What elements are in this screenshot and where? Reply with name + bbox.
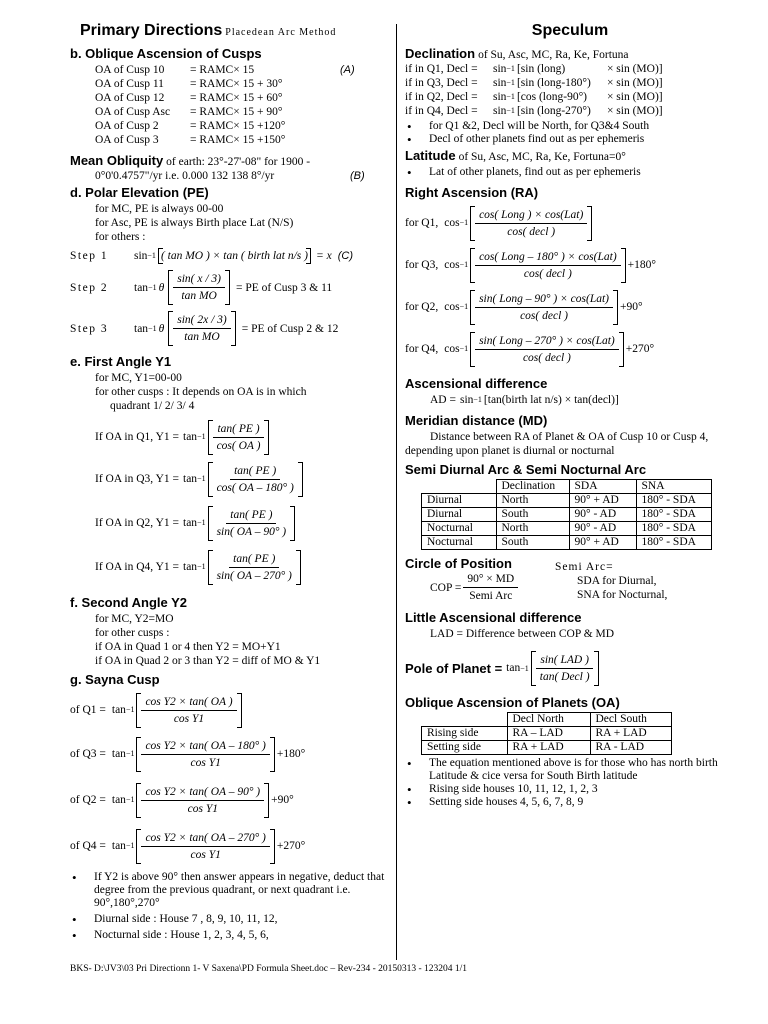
decl-heading-row bbox=[405, 46, 735, 62]
table-cell: SNA bbox=[636, 480, 711, 494]
frac-num: tan( PE ) bbox=[229, 551, 279, 568]
sc-bullets bbox=[70, 871, 392, 942]
frac-den: sin( OA – 270° ) bbox=[216, 569, 292, 582]
fn-tan: tan bbox=[111, 840, 126, 852]
decl-heading-rest: of Su, Asc, MC, Ra, Ke, Fortuna bbox=[478, 49, 629, 61]
bullet: • for Q1 &2, Decl will be North, for Q3&4 South bbox=[429, 120, 735, 133]
step1-body: ( tan MO ) × tan ( birth lat n/s ) bbox=[160, 250, 308, 262]
page-title: Primary Directions bbox=[80, 22, 223, 39]
fa-lhs: If OA in Q2, Y1 = bbox=[95, 517, 179, 529]
sda-heading: Semi Diurnal Arc & Semi Nocturnal Arc bbox=[405, 462, 647, 477]
frac-den: tan MO bbox=[181, 290, 217, 302]
table-cell: 180° - SDA bbox=[636, 494, 711, 508]
frac-num: sin( LAD ) bbox=[536, 652, 593, 669]
pole-section: Pole of Planet = tan −1 $\frac{\text{sin( LAD )}}{\text{tan( Decl )}}$ bbox=[405, 647, 735, 689]
fa-lhs: If OA in Q4, Y1 = bbox=[95, 561, 179, 573]
fa-line: for other cusps : It depends on OA is in which bbox=[95, 386, 307, 398]
table-cell: Nocturnal bbox=[422, 536, 497, 550]
oac-row bbox=[70, 77, 392, 91]
ra-item: for Q3, cos −1 $\frac{\text{cos( Long – 180° ) × cos(Lat)}}{\text{cos( decl )}}$ +180° bbox=[405, 244, 735, 286]
sc-lhs: of Q1 = bbox=[70, 704, 106, 716]
decl-tail: × sin (MO)] bbox=[606, 77, 663, 89]
cop-formula bbox=[405, 571, 555, 604]
fn-tan: tan bbox=[111, 704, 126, 716]
sc-item: of Q4 = tan −1 $\frac{\text{cos Y2 × tan( OA – 270° )}}{\text{cos Y1}}$ +270° bbox=[70, 823, 392, 869]
fn-sin: sin bbox=[493, 63, 507, 75]
bullet: • Setting side houses 4, 5, 6, 7, 8, 9 bbox=[429, 796, 735, 809]
table-cell: 180° - SDA bbox=[636, 536, 711, 550]
bracket bbox=[158, 248, 311, 264]
step-label: Step 1 bbox=[70, 250, 109, 262]
fn-sin: sin bbox=[493, 105, 507, 117]
ad-formula: AD = sin −1 [tan(birth lat n/s) × tan(decl)] bbox=[430, 394, 619, 406]
oac-tag: (A) bbox=[340, 64, 355, 76]
md-text: Distance between RA of Planet & OA of Cusp 10 or Cusp 4, depending upon planet is diurnal or nocturnal bbox=[405, 431, 709, 457]
table-cell: Declination bbox=[496, 480, 569, 494]
fn-cos: cos bbox=[444, 259, 460, 271]
step1-eq: = x bbox=[315, 250, 332, 262]
pe-step2: Step 2 tan −1 θ $\frac{\sin( x / 3)}{\text{tan MO}}$ = PE of Cusp 3 & 11 bbox=[70, 270, 392, 305]
ra-item: for Q4, cos −1 $\frac{\text{sin( Long – 270° ) × cos(Lat)}}{\text{cos( decl )}}$ +270° bbox=[405, 328, 735, 370]
ra-lhs: for Q4, bbox=[405, 343, 439, 355]
fn-tan: tan bbox=[111, 794, 126, 806]
ra-add: +90° bbox=[620, 301, 643, 313]
sc-item: of Q3 = tan −1 $\frac{\text{cos Y2 × tan( OA – 180° )}}{\text{cos Y1}}$ +180° bbox=[70, 731, 392, 777]
bullet: • Diurnal side : House 7 , 8, 9, 10, 11, 12, bbox=[94, 913, 392, 926]
oap-heading: Oblique Ascension of Planets (OA) bbox=[405, 695, 620, 710]
sc-item: of Q1 = tan −1 $\frac{\text{cos Y2 × tan( OA )}}{\text{cos Y1}}$ bbox=[70, 689, 392, 731]
frac-den: cos Y1 bbox=[190, 848, 221, 861]
frac-num: sin( x / 3) bbox=[173, 271, 225, 288]
lat-heading-rest: of Su, Asc, MC, Ra, Ke, Fortuna=0° bbox=[458, 151, 626, 163]
oac-lhs: OA of Cusp Asc bbox=[95, 106, 171, 118]
frac-num: cos( Long ) × cos(Lat) bbox=[475, 207, 587, 224]
mo-text1: of earth: 23°-27'-08" for 1900 - bbox=[166, 156, 311, 168]
step2-result: = PE of Cusp 3 & 11 bbox=[236, 281, 333, 294]
sa-line: for other cusps : bbox=[95, 627, 170, 639]
fn-sin: sin bbox=[493, 77, 507, 89]
pe-heading: d. Polar Elevation (PE) bbox=[70, 185, 209, 200]
decl-body: [cos (long-90°) bbox=[516, 91, 588, 103]
fn-cos: cos bbox=[444, 217, 460, 229]
frac-num: cos( Long – 180° ) × cos(Lat) bbox=[475, 249, 621, 266]
frac-den: cos Y1 bbox=[187, 802, 218, 815]
frac-den: cos Y1 bbox=[190, 756, 221, 769]
frac-den: cos Y1 bbox=[173, 712, 205, 725]
cop-lhs: COP = bbox=[430, 581, 462, 594]
sc-add: +90° bbox=[271, 794, 294, 806]
frac-num: tan( PE ) bbox=[213, 421, 263, 438]
decl-row: if in Q2, Decl = sin −1 [cos (long-90°) × sin (MO)] bbox=[405, 91, 663, 103]
frac-den: sin( OA – 90° ) bbox=[216, 525, 287, 538]
fn-tan: tan bbox=[134, 281, 149, 294]
decl-row: if in Q4, Decl = sin −1 [sin (long-270°) × sin (MO)] bbox=[405, 105, 663, 117]
bullet: • Lat of other planets, find out as per ephemeris bbox=[429, 166, 735, 179]
oac-row bbox=[70, 105, 392, 119]
mo-heading: Mean Obliquity bbox=[70, 153, 164, 168]
decl-body: [sin (long) bbox=[516, 63, 566, 75]
frac-num: tan( PE ) bbox=[230, 463, 280, 480]
bracket bbox=[168, 311, 236, 346]
oac-rhs: = RAMC× 15 + 90° bbox=[190, 106, 283, 118]
oac-lhs: OA of Cusp 2 bbox=[95, 120, 159, 132]
md-heading: Meridian distance (MD) bbox=[405, 413, 548, 428]
fn-tan: tan bbox=[506, 662, 521, 674]
decl-tail: × sin (MO)] bbox=[606, 105, 663, 117]
fn-tan: tan bbox=[183, 473, 198, 485]
decl-heading: Declination bbox=[405, 46, 476, 61]
oac-rhs: = RAMC× 15 +150° bbox=[190, 134, 286, 146]
pe-line: for others : bbox=[95, 231, 146, 243]
sa-line: if OA in Quad 2 or 3 than Y2 = diff of MO & Y1 bbox=[95, 655, 321, 667]
ad-body: [tan(birth lat n/s) × tan(decl)] bbox=[483, 394, 619, 406]
fn-sin: sin bbox=[134, 250, 148, 262]
frac-num: 90° × MD bbox=[463, 571, 518, 588]
table-row bbox=[422, 741, 672, 755]
sda-table bbox=[421, 479, 712, 550]
table-cell: RA – LAD bbox=[507, 727, 590, 741]
lat-bullets bbox=[405, 166, 735, 179]
cop-note: SDA for Diurnal, bbox=[577, 575, 657, 587]
frac-num: tan( PE ) bbox=[226, 507, 276, 524]
ra-add: +270° bbox=[625, 343, 655, 355]
sc-item: of Q2 = tan −1 $\frac{\text{cos Y2 × tan( OA – 90° )}}{\text{cos Y1}}$ +90° bbox=[70, 777, 392, 823]
table-cell: Diurnal bbox=[422, 494, 497, 508]
pe-line: for Asc, PE is always Birth place Lat (N/S) bbox=[95, 217, 294, 229]
frac-den: cos( decl ) bbox=[520, 309, 568, 322]
fn-tan: tan bbox=[183, 561, 198, 573]
fa-heading: e. First Angle Y1 bbox=[70, 354, 172, 369]
footer: BKS- D:\JV3\03 Pri Directionn 1- V Saxena\PD Formula Sheet.doc – Rev-234 - 20150313 - 123204 1/1 bbox=[70, 964, 468, 974]
oac-rhs: = RAMC× 15 +120° bbox=[190, 120, 286, 132]
lad-text: LAD = Difference between COP & MD bbox=[430, 628, 615, 640]
step3-result: = PE of Cusp 2 & 12 bbox=[241, 322, 339, 335]
frac-den: cos( decl ) bbox=[507, 225, 556, 238]
ra-lhs: for Q1, bbox=[405, 217, 439, 229]
pole-heading: Pole of Planet = bbox=[405, 660, 503, 676]
frac-den: cos( OA ) bbox=[216, 439, 261, 452]
table-cell: Rising side bbox=[422, 727, 508, 741]
left-title-row bbox=[70, 22, 392, 40]
oac-row bbox=[70, 91, 392, 105]
fn-sin: sin bbox=[493, 91, 507, 103]
cop-heading: Circle of Position bbox=[405, 556, 512, 571]
decl-body: [sin (long-180°) bbox=[516, 77, 591, 89]
page-subtitle: Placedean Arc Method bbox=[225, 27, 337, 38]
fa-lhs: If OA in Q3, Y1 = bbox=[95, 473, 179, 485]
ra-lhs: for Q2, bbox=[405, 301, 439, 313]
pe-line: for MC, PE is always 00-00 bbox=[95, 203, 224, 215]
bracket bbox=[168, 270, 230, 305]
step-label: Step 2 bbox=[70, 281, 109, 294]
fa-item: If OA in Q3, Y1 = tan −1 $\frac{\tan( PE )}{\cos( OA - 180^\circ )}$ bbox=[70, 457, 392, 501]
bullet: • Rising side houses 10, 11, 12, 1, 2, 3 bbox=[429, 783, 735, 796]
decl-lhs: if in Q1, Decl = bbox=[405, 63, 478, 75]
fn-tan: tan bbox=[183, 517, 198, 529]
table-cell: RA + LAD bbox=[590, 727, 671, 741]
table-cell: 90° + AD bbox=[569, 536, 636, 550]
table-cell: South bbox=[496, 536, 569, 550]
fn-cos: cos bbox=[444, 343, 460, 355]
frac-num: cos Y2 × tan( OA – 90° ) bbox=[141, 784, 264, 801]
table-cell: 180° - SDA bbox=[636, 522, 711, 536]
bullet: • The equation mentioned above is for those who has north birth Latitude & cice versa for South Birth latitude bbox=[429, 757, 735, 783]
oac-lhs: OA of Cusp 11 bbox=[95, 78, 164, 90]
sc-add: +180° bbox=[276, 748, 306, 760]
decl-tail: × sin (MO)] bbox=[606, 91, 663, 103]
oac-lhs: OA of Cusp 12 bbox=[95, 92, 165, 104]
oac-heading: b. Oblique Ascension of Cusps bbox=[70, 46, 262, 61]
fn-tan: tan bbox=[134, 322, 149, 335]
cop-note: Semi Arc= bbox=[555, 561, 614, 573]
decl-row: if in Q1, Decl = sin −1 [sin (long) × sin (MO)] bbox=[405, 63, 663, 75]
frac-num: sin( 2x / 3) bbox=[173, 312, 231, 329]
table-row bbox=[422, 727, 672, 741]
frac-den: cos( decl ) bbox=[523, 267, 572, 280]
mo-text2: 0°0'0.4757"/yr i.e. 0.000 132 138 8°/yr bbox=[95, 170, 275, 182]
ra-item: for Q2, cos −1 $\frac{\text{sin( Long – 90° ) × cos(Lat)}}{\text{cos( decl )}}$ +90° bbox=[405, 286, 735, 328]
table-row bbox=[422, 522, 712, 536]
oap-table bbox=[421, 712, 672, 755]
table-cell: North bbox=[496, 522, 569, 536]
table-cell: RA - LAD bbox=[590, 741, 671, 755]
fa-line: for MC, Y1=00-00 bbox=[95, 372, 182, 384]
bullet: • If Y2 is above 90° then answer appears in negative, deduct that degree from the previous quadrant, or next quadrant i.e. 90°,180°,270° bbox=[94, 871, 392, 910]
step-label: Step 3 bbox=[70, 322, 109, 335]
sa-line: if OA in Quad 1 or 4 then Y2 = MO+Y1 bbox=[95, 641, 281, 653]
frac-num: cos Y2 × tan( OA – 180° ) bbox=[141, 738, 269, 755]
ad-lhs: AD = bbox=[430, 394, 456, 406]
column-divider bbox=[396, 24, 397, 960]
right-title-row bbox=[405, 22, 735, 40]
lad-heading: Little Ascensional difference bbox=[405, 610, 582, 625]
table-cell: North bbox=[496, 494, 569, 508]
fa-item: If OA in Q1, Y1 = tan −1 $\frac{\tan( PE )}{\cos( OA )}$ bbox=[70, 417, 392, 457]
table-cell: SDA bbox=[569, 480, 636, 494]
table-cell bbox=[422, 480, 497, 494]
table-cell: 90° + AD bbox=[569, 494, 636, 508]
oac-rhs: = RAMC× 15 + 30° bbox=[190, 78, 283, 90]
oac-row bbox=[70, 63, 392, 77]
cop-left bbox=[405, 556, 555, 604]
cop-section bbox=[405, 556, 735, 604]
ad-heading: Ascensional difference bbox=[405, 376, 548, 391]
oac-rows bbox=[70, 63, 392, 147]
frac-den: tan( Decl ) bbox=[539, 670, 590, 683]
decl-lhs: if in Q4, Decl = bbox=[405, 105, 478, 117]
bullet: • Decl of other planets find out as per ephemeris bbox=[429, 133, 735, 146]
oap-bullets bbox=[405, 757, 735, 809]
decl-lhs: if in Q3, Decl = bbox=[405, 77, 478, 89]
sc-add: +270° bbox=[276, 840, 306, 852]
oac-rhs: = RAMC× 15 + 60° bbox=[190, 92, 283, 104]
sa-line: for MC, Y2=MO bbox=[95, 613, 174, 625]
frac-den: cos( decl ) bbox=[522, 351, 571, 364]
table-cell: Nocturnal bbox=[422, 522, 497, 536]
table-cell: South bbox=[496, 508, 569, 522]
ra-heading: Right Ascension (RA) bbox=[405, 185, 539, 200]
frac-num: sin( Long – 270° ) × cos(Lat) bbox=[475, 333, 619, 350]
table-cell: Setting side bbox=[422, 741, 508, 755]
sa-heading: f. Second Angle Y2 bbox=[70, 595, 188, 610]
fa-item: If OA in Q4, Y1 = tan −1 $\frac{\tan( PE )}{\sin( OA - 270^\circ )}$ bbox=[70, 545, 392, 589]
frac-den: Semi Arc bbox=[469, 590, 513, 602]
left-column bbox=[70, 22, 392, 944]
table-row bbox=[422, 536, 712, 550]
frac-num: cos Y2 × tan( OA – 270° ) bbox=[141, 830, 269, 847]
table-cell: Decl North bbox=[507, 713, 590, 727]
sc-lhs: of Q2 = bbox=[70, 794, 106, 806]
table-cell: 90° - AD bbox=[569, 522, 636, 536]
pe-step1: Step 1 sin −1 ( tan MO ) × tan ( birth lat n/s ) = x (C) bbox=[70, 250, 353, 262]
table-cell: RA + LAD bbox=[507, 741, 590, 755]
mo-tag: (B) bbox=[350, 170, 365, 182]
sc-lhs: of Q4 = bbox=[70, 840, 106, 852]
mean-obliquity bbox=[70, 153, 392, 183]
frac-den: cos( OA – 180° ) bbox=[216, 481, 294, 494]
table-row bbox=[422, 508, 712, 522]
table-header bbox=[422, 713, 672, 727]
ra-lhs: for Q3, bbox=[405, 259, 439, 271]
fa-line: quadrant 1/ 2/ 3/ 4 bbox=[110, 400, 195, 412]
fn-tan: tan bbox=[183, 431, 198, 443]
lat-heading-row bbox=[405, 148, 735, 164]
bullet: • Nocturnal side : House 1, 2, 3, 4, 5, 6, bbox=[94, 929, 392, 942]
decl-body: [sin (long-270°) bbox=[516, 105, 591, 117]
mo-row2 bbox=[70, 169, 392, 183]
sc-lhs: of Q3 = bbox=[70, 748, 106, 760]
cop-notes bbox=[555, 556, 667, 604]
table-row bbox=[422, 494, 712, 508]
fn-cos: cos bbox=[444, 301, 460, 313]
frac-den: tan MO bbox=[184, 331, 220, 343]
oac-row bbox=[70, 119, 392, 133]
table-cell: Decl South bbox=[590, 713, 671, 727]
oac-row bbox=[70, 133, 392, 147]
table-header bbox=[422, 480, 712, 494]
frac-num: sin( Long – 90° ) × cos(Lat) bbox=[475, 291, 613, 308]
sc-heading: g. Sayna Cusp bbox=[70, 672, 160, 687]
pe-step3: Step 3 tan −1 θ $\frac{\sin( 2x / 3)}{\text{tan MO}}$ = PE of Cusp 2 & 12 bbox=[70, 311, 392, 346]
fa-lhs: If OA in Q1, Y1 = bbox=[95, 431, 179, 443]
right-column bbox=[405, 22, 735, 811]
frac-num: cos Y2 × tan( OA ) bbox=[141, 694, 236, 711]
oac-lhs: OA of Cusp 10 bbox=[95, 64, 165, 76]
fn-tan: tan bbox=[111, 748, 126, 760]
lat-heading: Latitude bbox=[405, 148, 456, 163]
table-cell: 180° - SDA bbox=[636, 508, 711, 522]
ra-item: for Q1, cos −1 $\frac{\text{cos( Long ) × cos(Lat)}}{\text{cos( decl )}}$ bbox=[405, 202, 735, 244]
speculum-title: Speculum bbox=[531, 22, 609, 39]
table-cell: Diurnal bbox=[422, 508, 497, 522]
decl-row: if in Q3, Decl = sin −1 [sin (long-180°) × sin (MO)] bbox=[405, 77, 663, 89]
table-cell: 90° - AD bbox=[569, 508, 636, 522]
ra-add: +180° bbox=[627, 259, 656, 271]
cop-note: SNA for Nocturnal, bbox=[577, 589, 668, 601]
oac-rhs: = RAMC× 15 bbox=[190, 64, 255, 76]
decl-bullets bbox=[405, 120, 735, 146]
table-cell bbox=[422, 713, 508, 727]
decl-tail: × sin (MO)] bbox=[606, 63, 663, 75]
decl-lhs: if in Q2, Decl = bbox=[405, 91, 478, 103]
step1-tag: (C) bbox=[337, 250, 353, 262]
fa-item: If OA in Q2, Y1 = tan −1 $\frac{\tan( PE )}{\sin( OA - 90^\circ )}$ bbox=[70, 501, 392, 545]
oac-lhs: OA of Cusp 3 bbox=[95, 134, 159, 146]
fn-sin: sin bbox=[459, 394, 474, 406]
